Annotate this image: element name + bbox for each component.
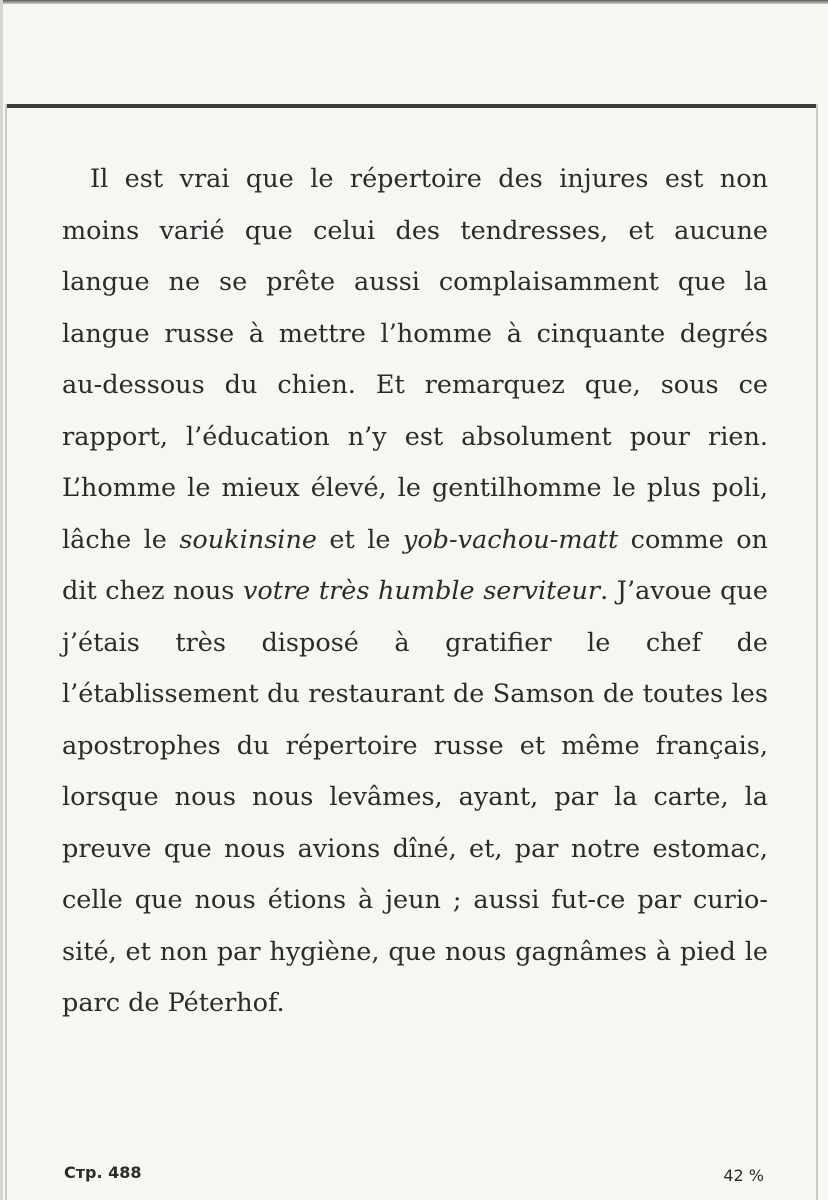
book-page-text[interactable] (62, 154, 768, 1030)
text-segment: . J’avoue que j’étais très disposé à gratifier le chef de l’établissement du restaurant de Samson de toutes les apostrophes du répertoire russe et même français, lorsque nous nous levâmes, ayant, par la carte, la preuve que nous avions dîné, et, par notre estomac, celle que nous étions à jeun ; aussi fut-ce par curiosité, et non par hygiène, que nous gagnâmes à pied le parc de Péterhof. (62, 576, 768, 1018)
italic-term: votre très humble serviteur (242, 576, 601, 606)
page-number[interactable]: Стр. 488 (64, 1163, 142, 1182)
italic-term: soukinsine (179, 524, 317, 555)
reading-progress[interactable]: 42 % (723, 1166, 764, 1185)
text-segment: et le (316, 524, 403, 555)
screen-left-border (5, 104, 7, 1200)
screen-right-border (816, 104, 818, 1200)
screen-top-border (5, 104, 818, 108)
text-segment: comme on dit chez nous (62, 524, 768, 606)
device-left-edge (0, 0, 3, 1200)
device-top-edge (0, 0, 828, 4)
text-segment: Il est vrai que le répertoire des injures est non moins varié que celui des tendresses, et aucune langue ne se prête aussi complaisamment que la langue russe à mettre l’homme à cinquante degrés au-dessous du chien. Et remarquez que, sous ce rapport, l’éducation n’y est absolument pour rien. L’homme le mieux élevé, le gentilhomme le plus poli, lâche le (62, 164, 768, 555)
italic-term: yob-vachou-matt (402, 524, 619, 555)
